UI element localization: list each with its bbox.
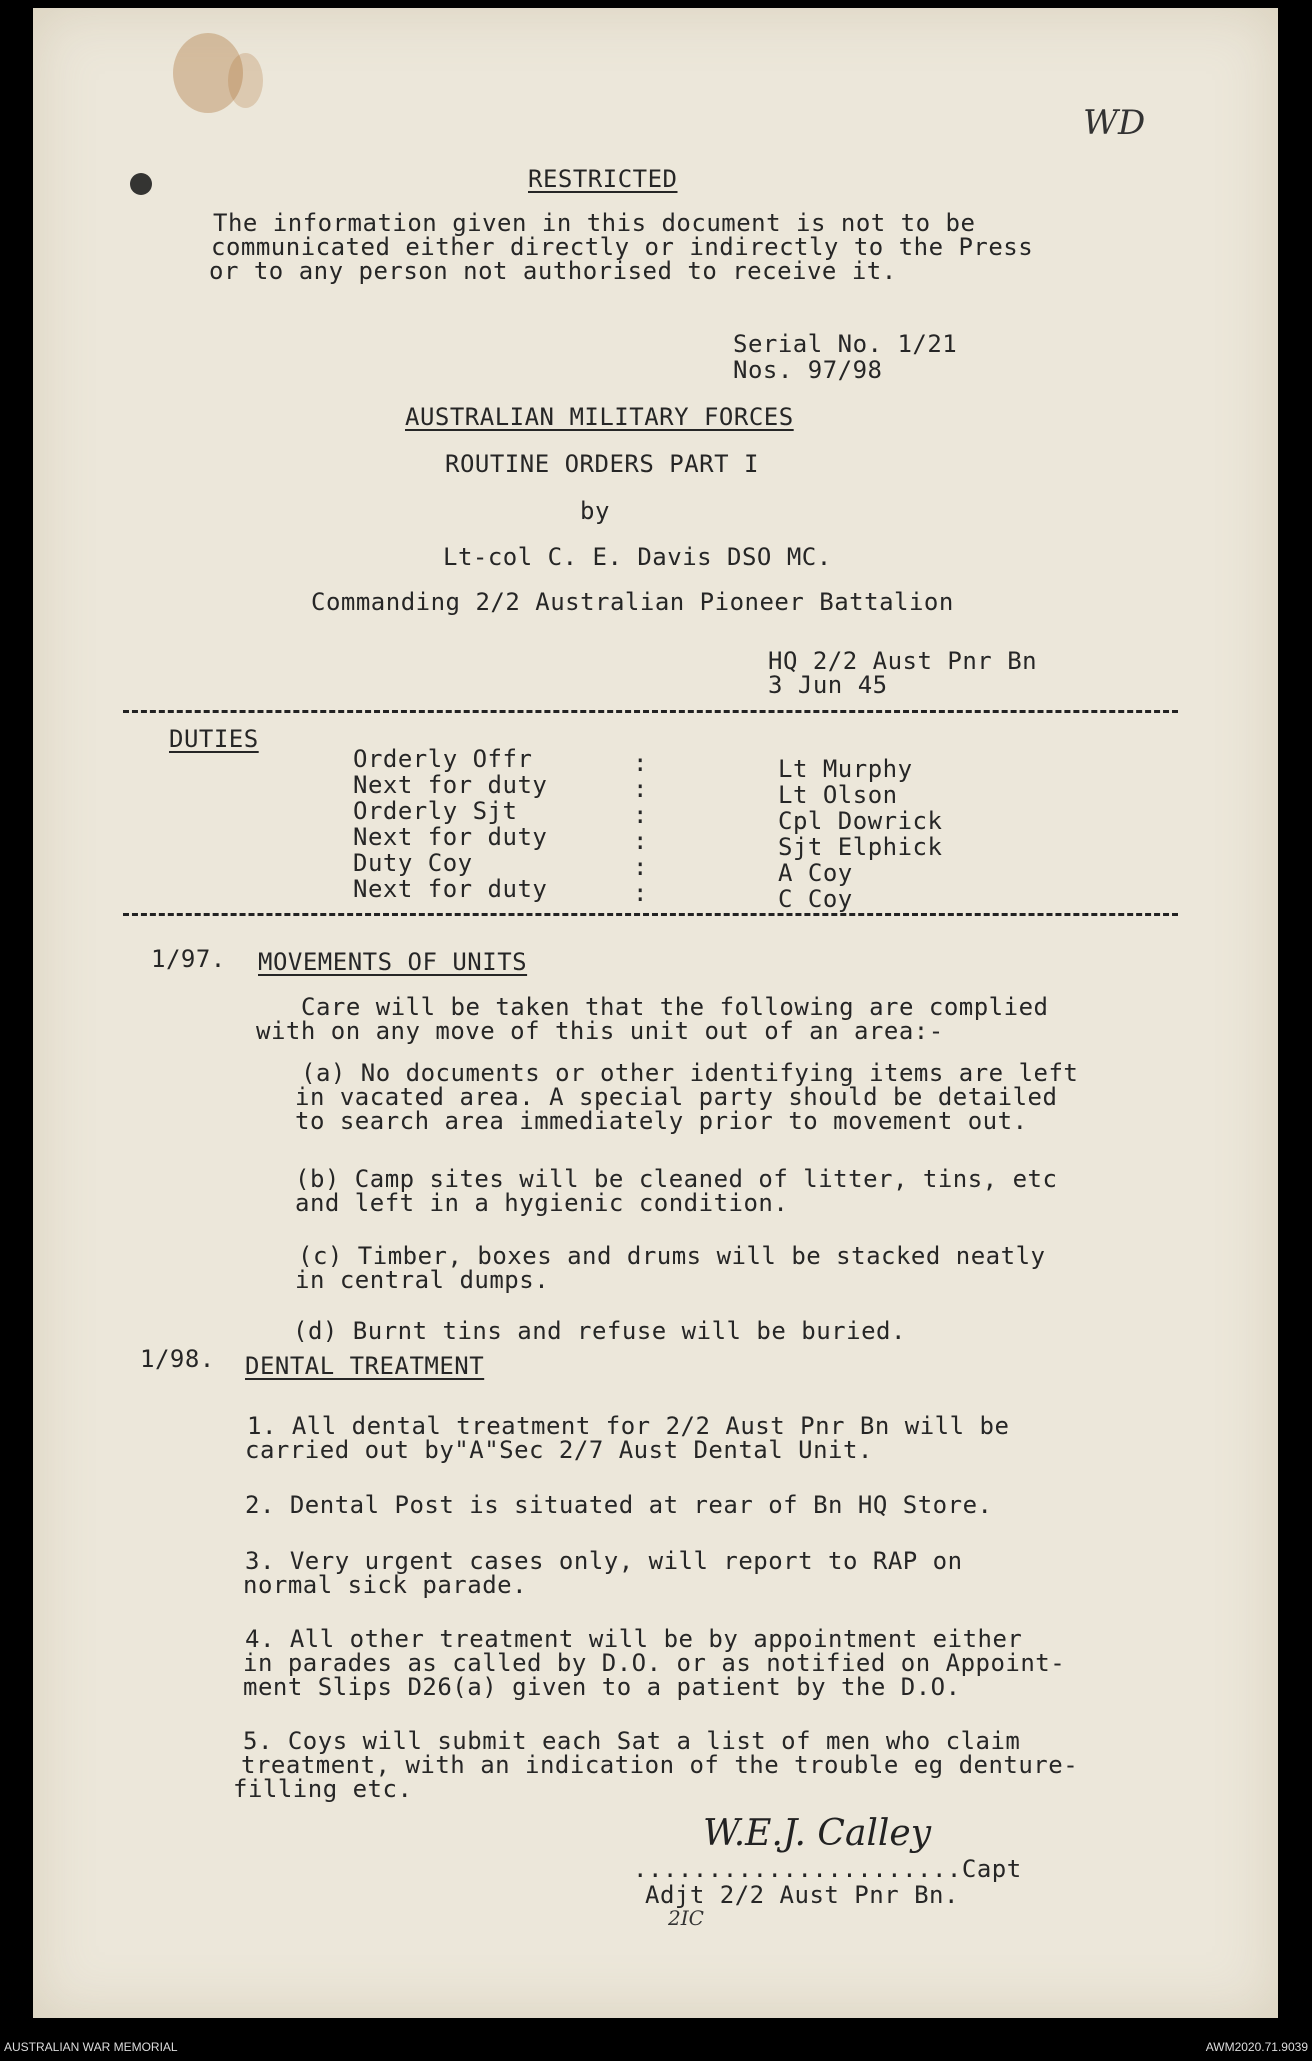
order-item: in vacated area. A special party should be detailed — [295, 1083, 1058, 1111]
order-para: ment Slips D26(a) given to a patient by the D.O. — [243, 1673, 961, 1701]
duty-name: Cpl Dowrick — [778, 807, 943, 835]
duty-sep: : — [633, 749, 648, 777]
serial-number: Serial No. 1/21 — [733, 330, 958, 358]
order-item: (d) Burnt tins and refuse will be buried. — [293, 1317, 906, 1345]
rust-stain — [228, 53, 263, 108]
by-line: by — [580, 497, 610, 525]
order-para: in parades as called by D.O. or as notified on Appoint- — [243, 1649, 1066, 1677]
signature-title: Adjt 2/2 Aust Pnr Bn. — [645, 1881, 959, 1909]
order-para: 3. Very urgent cases only, will report to RAP on — [245, 1547, 963, 1575]
signature-line: ......................Capt — [633, 1855, 1022, 1883]
duty-sep: : — [633, 801, 648, 829]
officer-name: Lt-col C. E. Davis DSO MC. — [443, 543, 832, 571]
duty-sep: : — [633, 853, 648, 881]
order-para: carried out by"A"Sec 2/7 Aust Dental Unit. — [245, 1436, 873, 1464]
restriction-line: or to any person not authorised to receive it. — [209, 257, 897, 285]
duty-name: Lt Olson — [778, 781, 898, 809]
duty-name: Sjt Elphick — [778, 833, 943, 861]
duty-role: Next for duty — [353, 875, 548, 903]
order-item: (c) Timber, boxes and drums will be stacked neatly — [298, 1242, 1046, 1270]
marginal-mark: WD — [1083, 103, 1146, 143]
order-number: 1/97. — [151, 945, 226, 973]
order-numbers: Nos. 97/98 — [733, 356, 883, 384]
signature-note: 2IC — [668, 1906, 704, 1930]
divider — [123, 710, 1178, 713]
order-item: (a) No documents or other identifying items are left — [301, 1059, 1079, 1087]
order-text: Care will be taken that the following are complied — [301, 993, 1049, 1021]
duty-name: Lt Murphy — [778, 755, 913, 783]
order-heading: DENTAL TREATMENT — [245, 1352, 485, 1380]
force-title: AUSTRALIAN MILITARY FORCES — [405, 403, 794, 431]
order-para: 2. Dental Post is situated at rear of Bn HQ Store. — [245, 1491, 993, 1519]
restriction-line: communicated either directly or indirectly to the Press — [211, 233, 1034, 261]
order-number: 1/98. — [140, 1345, 215, 1373]
duty-name: C Coy — [778, 885, 853, 913]
restriction-heading: RESTRICTED — [528, 165, 678, 193]
order-para: filling etc. — [233, 1775, 413, 1803]
order-item: to search area immediately prior to movement out. — [295, 1107, 1028, 1135]
divider — [123, 913, 1178, 916]
duty-role: Next for duty — [353, 771, 548, 799]
signature: W.E.J. Calley — [703, 1813, 932, 1854]
duties-names — [778, 756, 942, 912]
duties-separators — [633, 750, 648, 906]
duty-role: Orderly Offr — [353, 745, 533, 773]
order-para: 1. All dental treatment for 2/2 Aust Pnr Bn will be — [247, 1412, 1010, 1440]
duty-role: Next for duty — [353, 823, 548, 851]
order-item: (b) Camp sites will be cleaned of litter, tins, etc — [295, 1165, 1058, 1193]
command-line: Commanding 2/2 Australian Pioneer Battalion — [311, 588, 954, 616]
order-text: with on any move of this unit out of an area:- — [256, 1017, 944, 1045]
footer-left: AUSTRALIAN WAR MEMORIAL — [4, 2040, 178, 2054]
footer-right: AWM2020.71.9039 — [1205, 2040, 1308, 2054]
duty-role: Orderly Sjt — [353, 797, 518, 825]
duty-sep: : — [633, 827, 648, 855]
order-item: and left in a hygienic condition. — [295, 1189, 789, 1217]
duty-name: A Coy — [778, 859, 853, 887]
orders-title: ROUTINE ORDERS PART I — [445, 450, 759, 478]
duty-role: Duty Coy — [353, 849, 473, 877]
document-page — [33, 8, 1278, 2018]
restriction-line: The information given in this document is not to be — [213, 209, 976, 237]
duties-roles — [353, 746, 547, 902]
order-para: normal sick parade. — [243, 1571, 528, 1599]
duty-sep: : — [633, 775, 648, 803]
punch-mark — [130, 173, 152, 195]
order-para: 5. Coys will submit each Sat a list of men who claim — [243, 1727, 1021, 1755]
duties-heading: DUTIES — [169, 725, 259, 753]
hq-line: HQ 2/2 Aust Pnr Bn — [768, 647, 1038, 675]
order-para: 4. All other treatment will be by appointment either — [245, 1625, 1023, 1653]
duty-sep: : — [633, 879, 648, 907]
date-line: 3 Jun 45 — [768, 671, 888, 699]
order-para: treatment, with an indication of the trouble eg denture- — [241, 1751, 1079, 1779]
order-heading: MOVEMENTS OF UNITS — [258, 948, 528, 976]
order-item: in central dumps. — [295, 1266, 550, 1294]
